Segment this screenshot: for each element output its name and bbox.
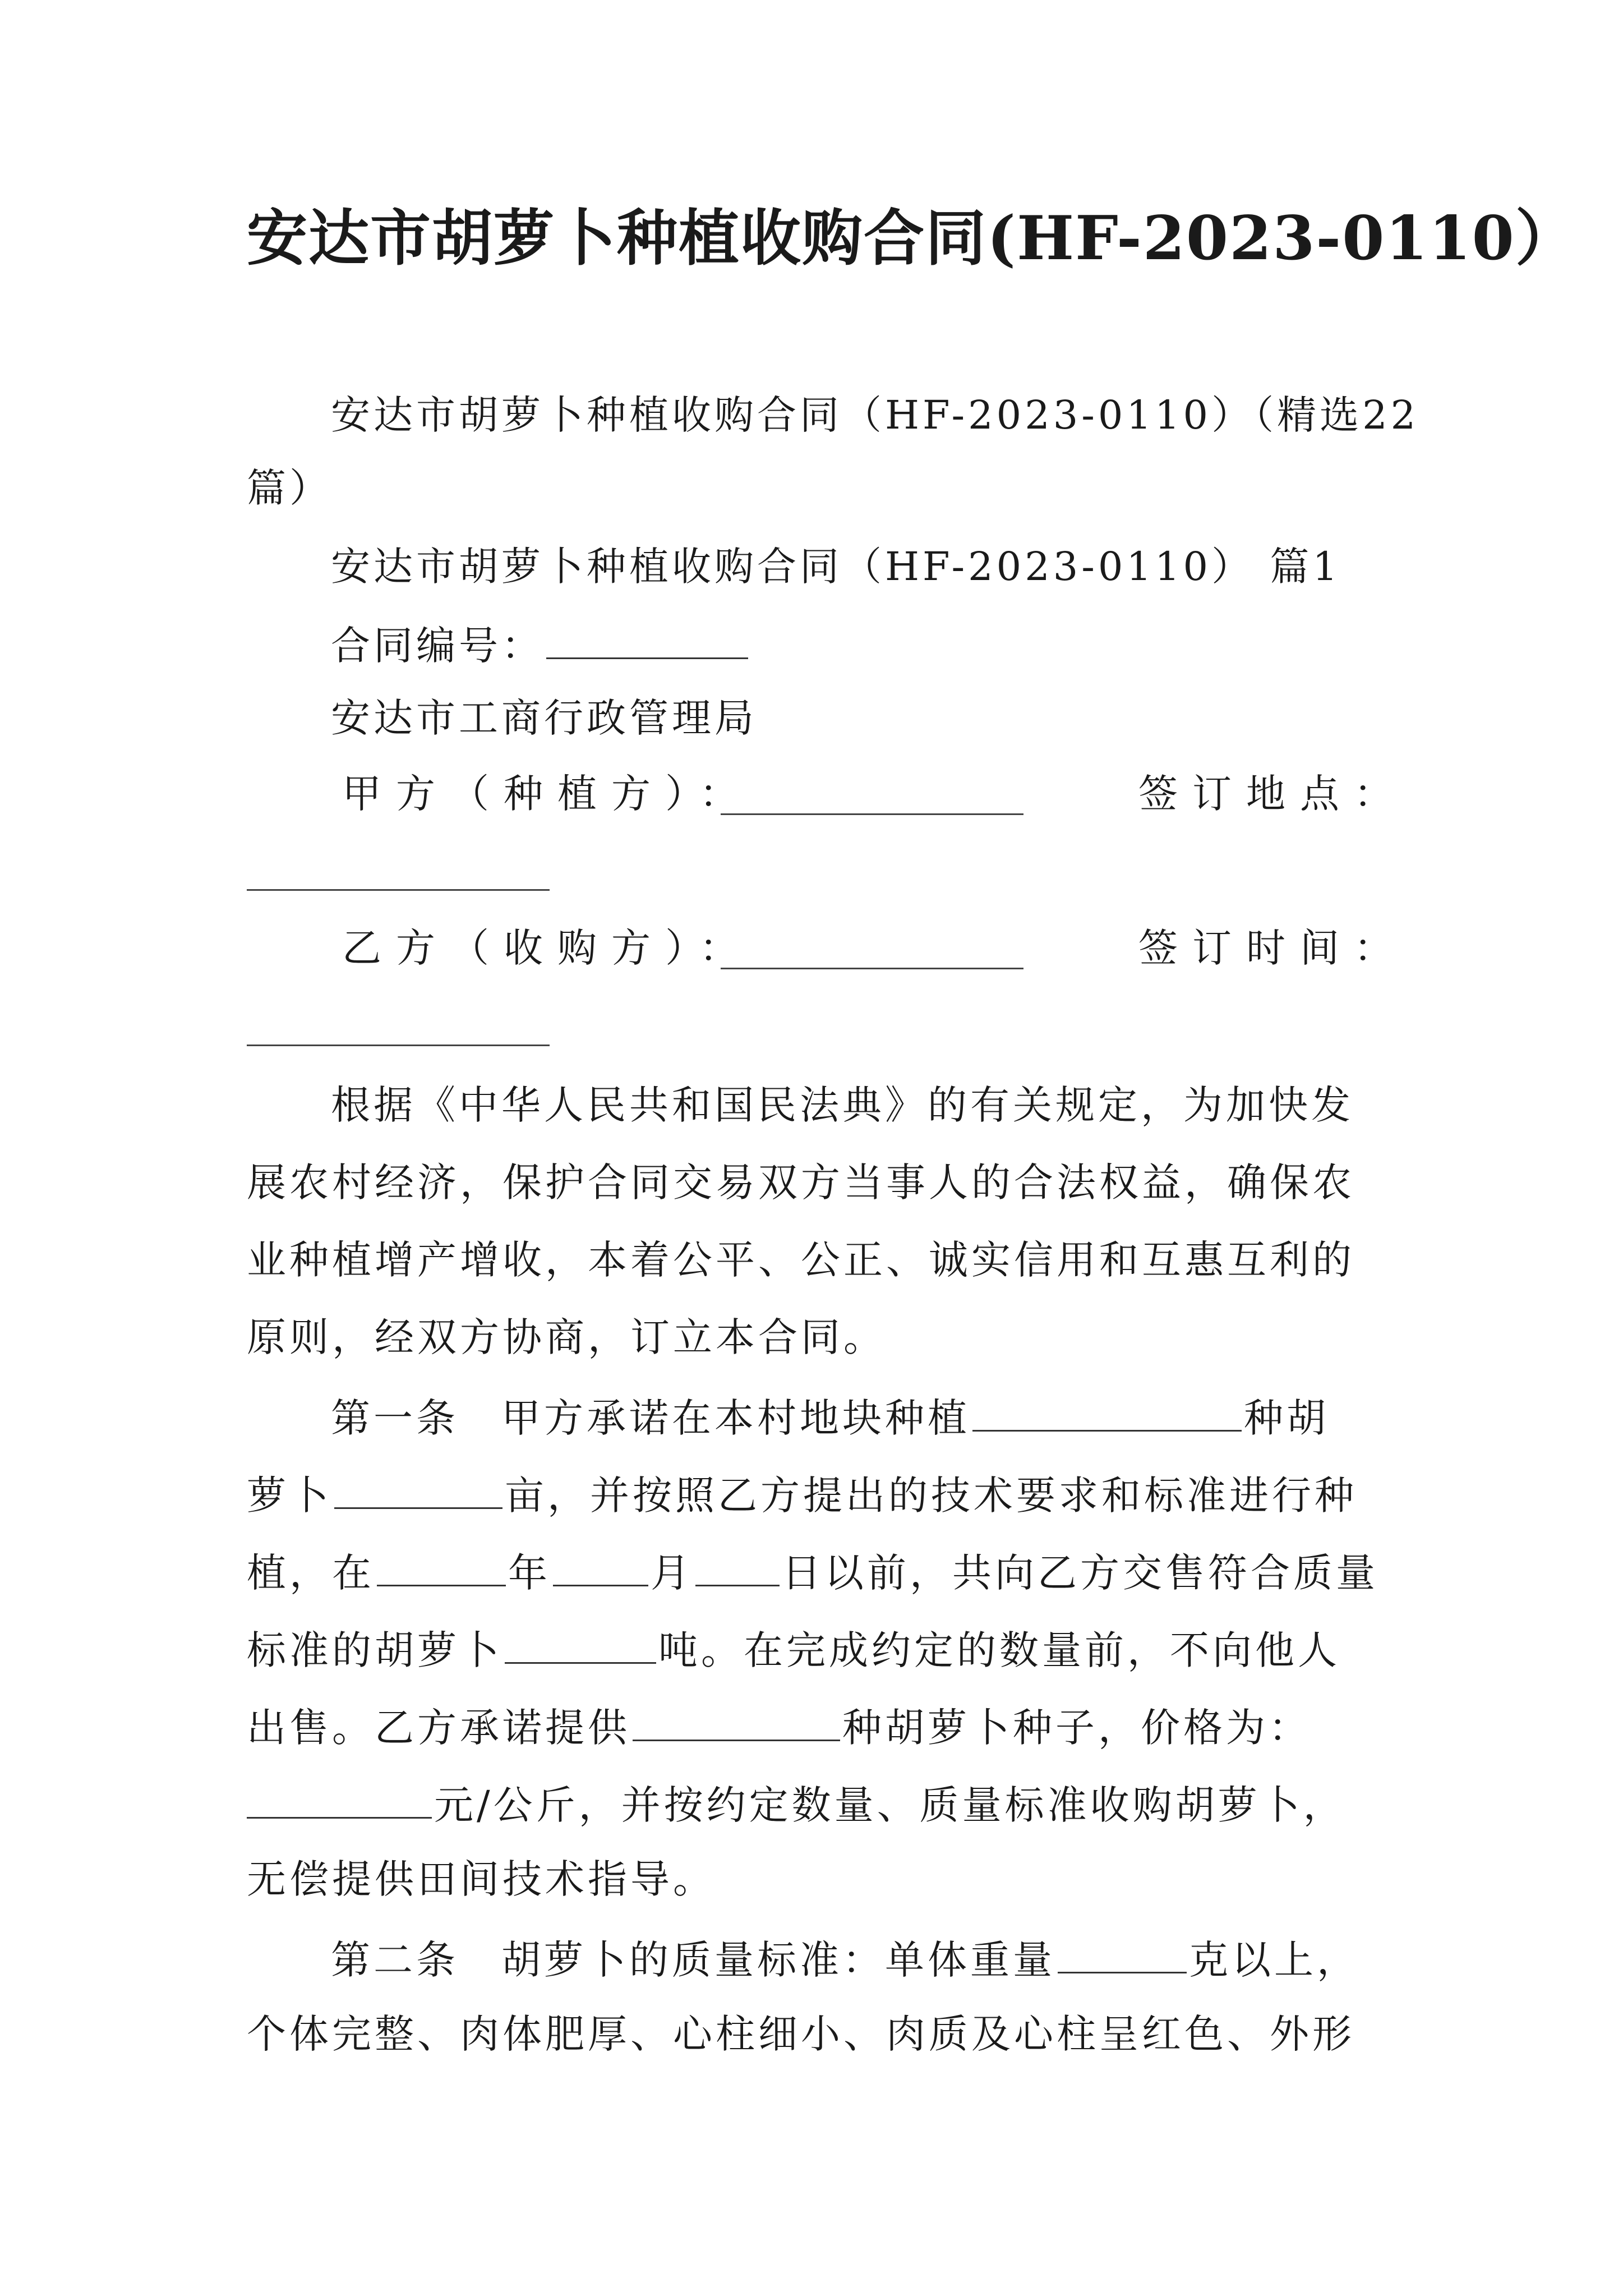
article1-line-3	[247, 1544, 1378, 1598]
article1-line-1	[331, 1389, 1329, 1443]
article1-text: 标准的胡萝卜	[247, 1627, 502, 1673]
article1-text: 植，在	[247, 1550, 375, 1596]
article2-text: 第二条 胡萝卜的质量标准：单体重量	[331, 1937, 1055, 1983]
document-title: 安达市胡萝卜种植收购合同(HF-2023-0110）	[247, 203, 1577, 274]
carrot-variety-blank	[972, 1389, 1242, 1432]
para1-line-3: 业种植增产增收，本着公平、公正、诚实信用和互惠互利的	[247, 1237, 1355, 1283]
article1-text: 出售。乙方承诺提供	[247, 1705, 630, 1751]
contract-number-blank	[546, 617, 748, 659]
article1-text: 亩，并按照乙方提出的技术要求和标准进行种	[505, 1473, 1357, 1519]
seed-variety-blank	[633, 1699, 840, 1741]
month-blank	[553, 1544, 648, 1586]
article1-line-4	[247, 1622, 1340, 1676]
article2-text: 克以上，	[1189, 1937, 1359, 1983]
article2-line-2: 个体完整、肉体肥厚、心柱细小、肉质及心柱呈红色、外形	[247, 2011, 1355, 2057]
party-b-label: 乙方（收购方）：	[342, 925, 753, 971]
party-a-label: 甲方（种植方）：	[342, 771, 753, 817]
para1-line-2: 展农村经济，保护合同交易双方当事人的合法权益，确保农	[247, 1159, 1355, 1205]
party-a-blank	[721, 813, 1023, 815]
article1-text: 种胡萝卜种子，价格为：	[842, 1705, 1311, 1751]
contract-number-row	[331, 617, 750, 671]
party-b-blank	[721, 968, 1023, 969]
article1-line-6	[247, 1777, 1346, 1830]
article1-line-7: 无偿提供田间技术指导。	[247, 1856, 716, 1902]
authority-name: 安达市工商行政管理局	[331, 695, 757, 741]
acreage-blank	[334, 1467, 502, 1509]
article1-text: 月	[651, 1550, 693, 1596]
sign-place-blank	[247, 889, 550, 891]
article1-text: 种胡	[1244, 1395, 1329, 1441]
article1-line-5	[247, 1699, 1311, 1753]
weight-blank	[1058, 1931, 1187, 1973]
day-blank	[695, 1544, 780, 1586]
year-blank	[377, 1544, 506, 1586]
article2-line-1	[331, 1931, 1359, 1985]
sign-time-label: 签订时间：	[1138, 925, 1408, 971]
para1-line-1: 根据《中华人民共和国民法典》的有关规定，为加快发	[331, 1082, 1354, 1128]
article1-text: 萝卜	[247, 1473, 332, 1519]
article1-text: 元/公斤，并按约定数量、质量标准收购胡萝卜，	[434, 1782, 1346, 1828]
article1-text: 第一条 甲方承诺在本村地块种植	[331, 1395, 970, 1441]
subtitle-line-1: 安达市胡萝卜种植收购合同（HF-2023-0110）（精选22	[331, 392, 1419, 438]
article1-text: 日以前，共向乙方交售符合质量	[782, 1550, 1378, 1596]
article1-line-2	[247, 1467, 1357, 1521]
section-heading: 安达市胡萝卜种植收购合同（HF-2023-0110） 篇1	[331, 544, 1341, 590]
article1-text: 年	[508, 1550, 551, 1596]
sign-time-blank	[247, 1045, 550, 1046]
contract-number-label: 合同编号：	[331, 623, 544, 669]
article1-text: 吨。在完成约定的数量前，不向他人	[658, 1627, 1340, 1673]
subtitle-line-2: 篇）	[247, 465, 332, 511]
sign-place-label: 签订地点：	[1138, 771, 1408, 817]
tonnage-blank	[505, 1622, 656, 1664]
para1-line-4: 原则，经双方协商，订立本合同。	[247, 1314, 886, 1360]
price-blank	[247, 1777, 432, 1819]
